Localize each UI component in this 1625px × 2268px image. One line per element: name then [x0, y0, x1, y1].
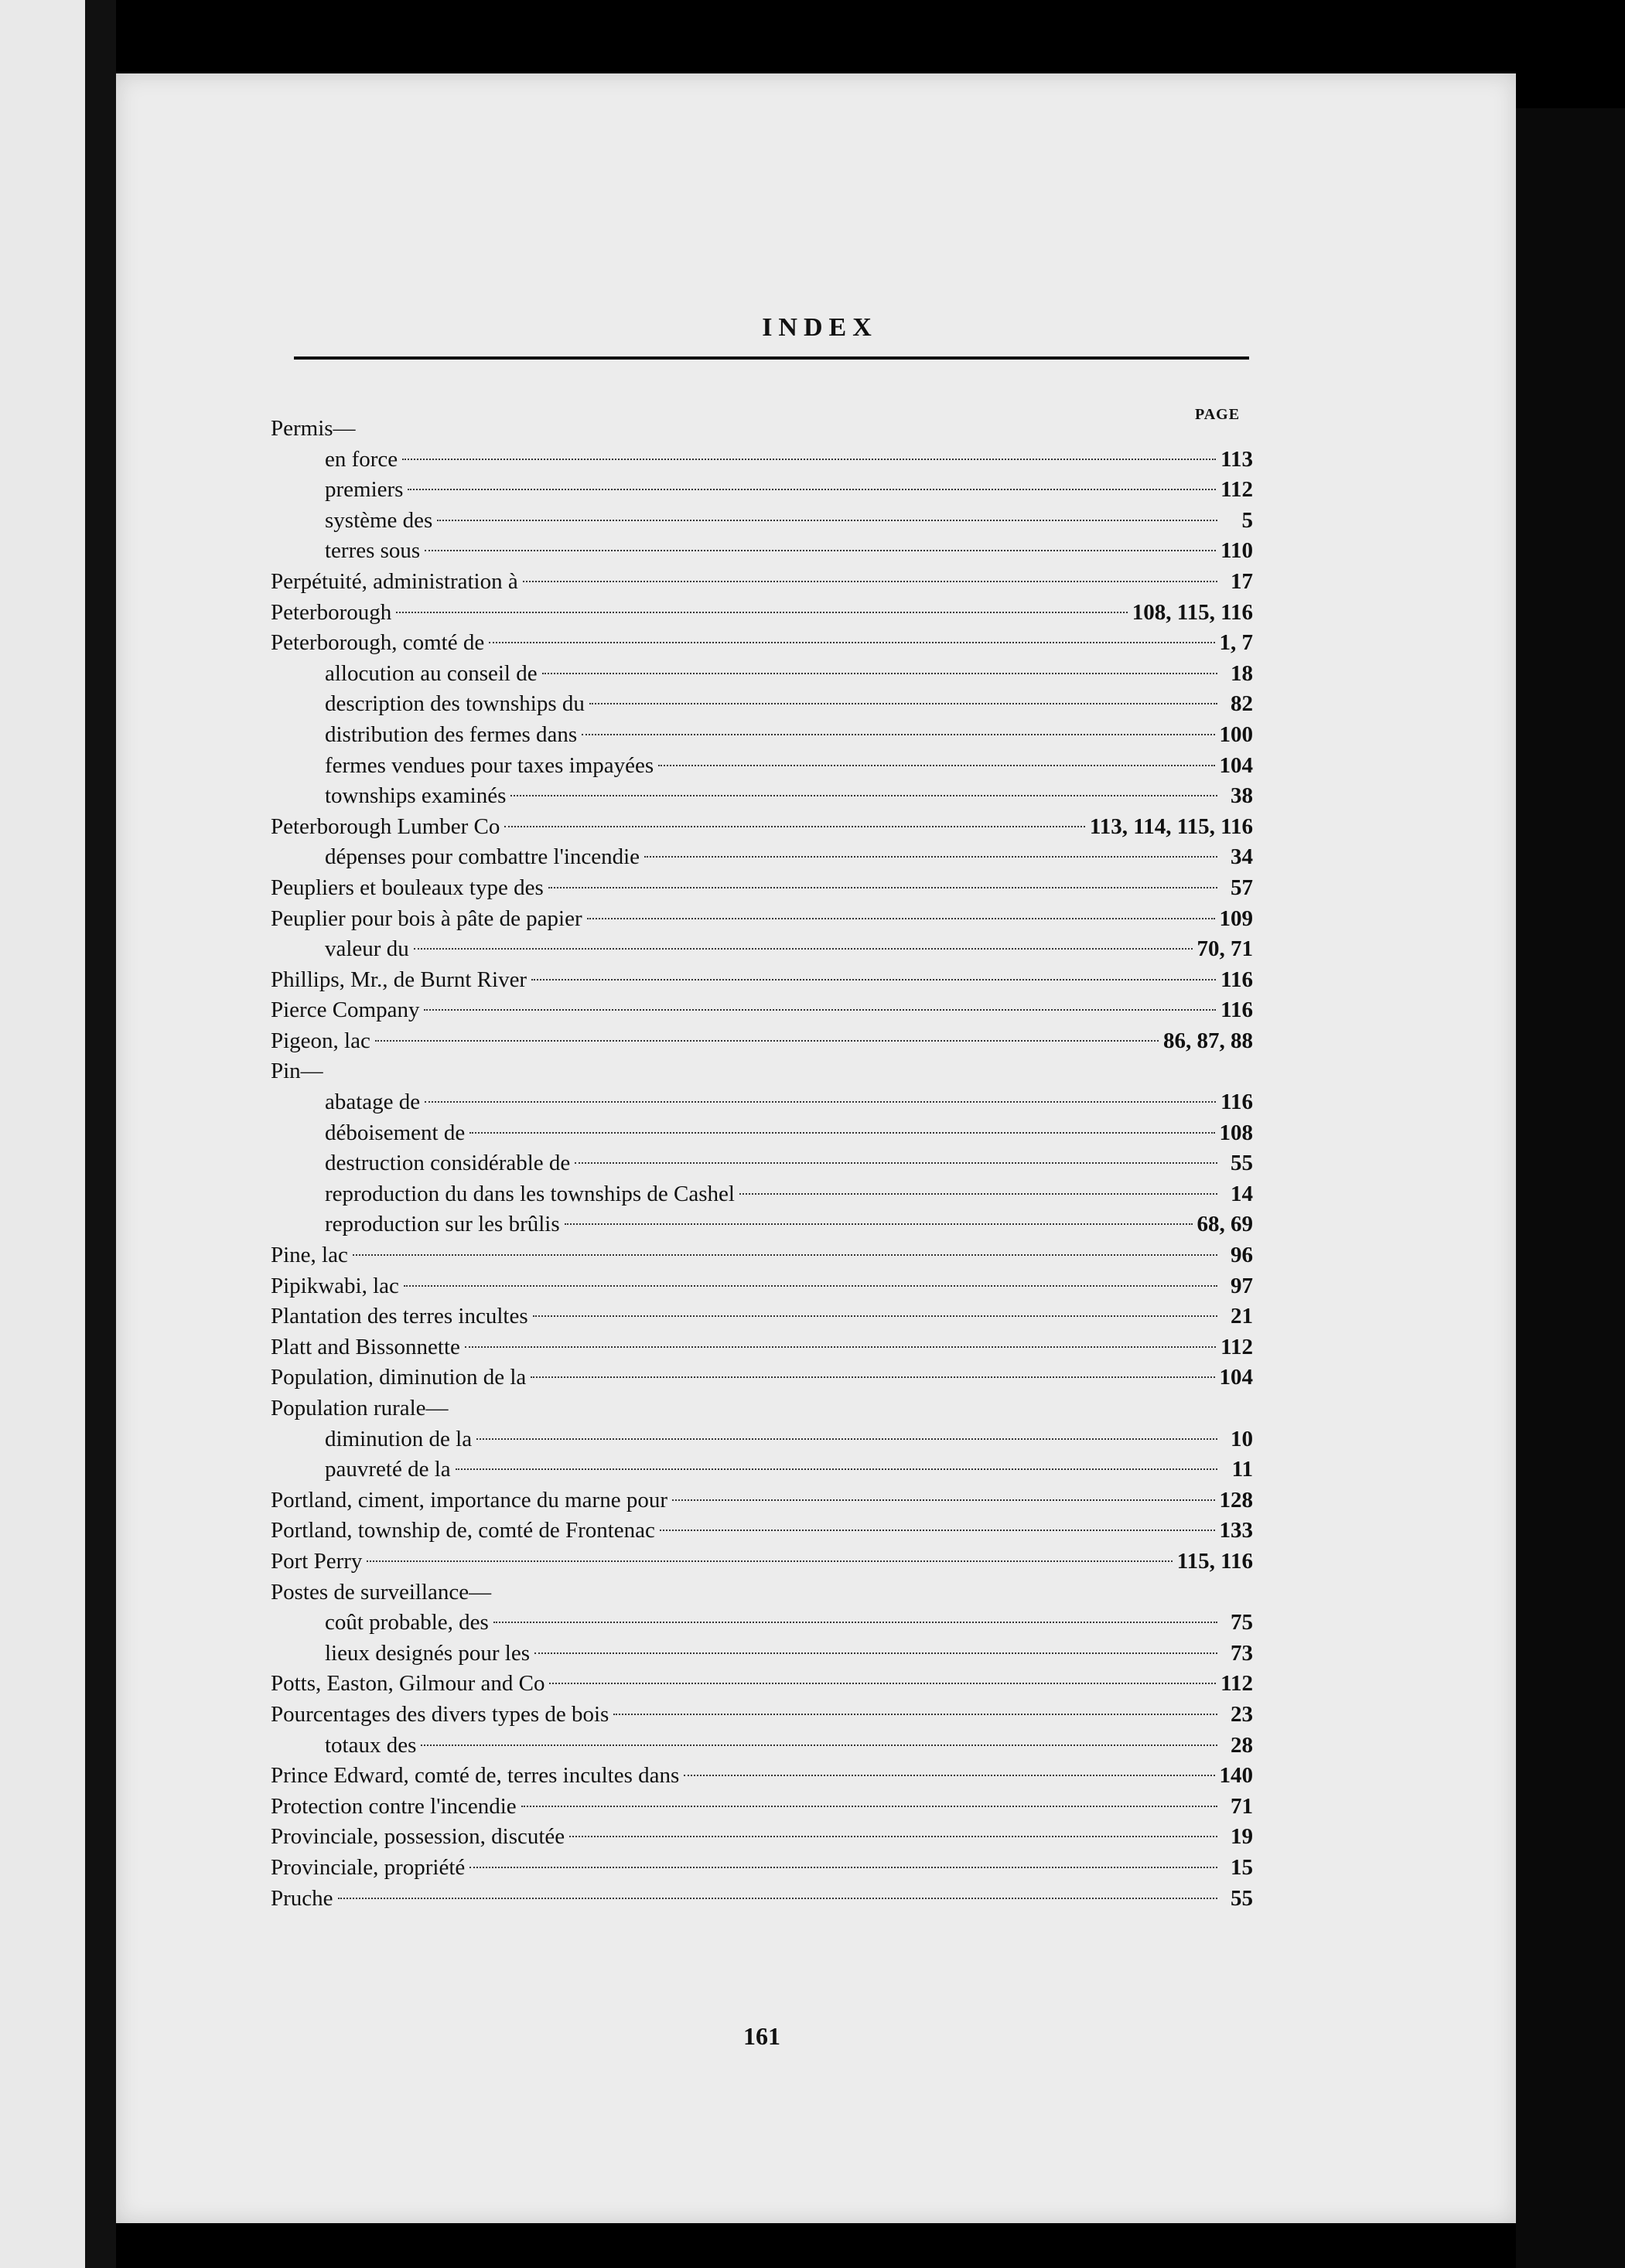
entry-pages: 104	[1219, 752, 1253, 778]
dot-leader	[658, 765, 1214, 766]
index-entry	[271, 965, 1253, 996]
dot-leader	[375, 1040, 1159, 1042]
entry-pages: 116	[1220, 1090, 1253, 1115]
entry-pages: 55	[1231, 1151, 1253, 1176]
dot-leader	[565, 1223, 1193, 1225]
index-entry	[271, 1761, 1253, 1792]
dot-leader	[404, 1285, 1217, 1287]
entry-label: fermes vendues pour taxes impayées	[325, 752, 654, 778]
scan-background-right	[1516, 108, 1625, 2268]
dot-leader	[569, 1836, 1217, 1837]
dot-leader	[338, 1898, 1217, 1899]
dot-leader	[414, 948, 1193, 950]
entry-label: Pipikwabi, lac	[271, 1273, 399, 1298]
entry-label: Peuplier pour bois à pâte de papier	[271, 905, 582, 931]
index-subentry	[271, 475, 1253, 506]
entry-label: Platt and Bissonnette	[271, 1334, 460, 1359]
dot-leader	[739, 1193, 1217, 1195]
entry-label: Pine, lac	[271, 1243, 348, 1268]
entry-label: Provinciale, possession, discutée	[271, 1824, 565, 1850]
index-entry	[271, 1240, 1253, 1271]
entry-label: Peterborough	[271, 599, 392, 625]
entry-label: Peupliers et bouleaux type des	[271, 875, 544, 900]
page-number: 161	[743, 2022, 780, 2050]
entry-label: terres sous	[325, 538, 421, 564]
dot-leader	[367, 1560, 1172, 1562]
entry-label: pauvreté de la	[325, 1457, 451, 1482]
entry-pages: 70, 71	[1197, 936, 1253, 962]
entry-pages: 110	[1220, 538, 1253, 564]
entry-pages: 100	[1219, 721, 1253, 747]
index-entry	[271, 995, 1253, 1026]
entry-pages: 108	[1219, 1120, 1253, 1145]
page-title: INDEX	[762, 313, 878, 342]
entry-label: Pin—	[271, 1059, 323, 1084]
entry-pages: 17	[1231, 568, 1253, 594]
entry-label: reproduction sur les brûlis	[325, 1212, 560, 1237]
entry-pages: 97	[1231, 1273, 1253, 1298]
entry-pages: 23	[1231, 1701, 1253, 1727]
entry-label: dépenses pour combattre l'incendie	[325, 844, 640, 870]
entry-pages: 14	[1231, 1181, 1253, 1206]
entry-pages: 68, 69	[1197, 1212, 1253, 1237]
entry-pages: 10	[1231, 1426, 1253, 1451]
dot-leader	[489, 642, 1214, 643]
dot-leader	[587, 918, 1215, 919]
dot-leader	[523, 581, 1217, 582]
entry-label: Provinciale, propriété	[271, 1854, 466, 1880]
entry-label: diminution de la	[325, 1426, 473, 1451]
dot-leader	[589, 703, 1217, 704]
entry-label: allocution au conseil de	[325, 660, 538, 686]
entry-pages: 34	[1231, 844, 1253, 870]
entry-label: Peterborough, comté de	[271, 630, 485, 656]
entry-pages: 116	[1220, 967, 1253, 992]
index-entry	[271, 598, 1253, 629]
entry-label: Phillips, Mr., de Burnt River	[271, 967, 527, 992]
entry-pages: 15	[1231, 1854, 1253, 1880]
dot-leader	[660, 1530, 1215, 1531]
dot-leader	[353, 1254, 1217, 1256]
index-entry	[271, 1056, 1253, 1087]
dot-leader	[548, 887, 1217, 888]
dot-leader	[613, 1714, 1217, 1715]
index-page	[116, 73, 1516, 2223]
index-subentry	[271, 1424, 1253, 1455]
index-subentry	[271, 1087, 1253, 1118]
entry-pages: 96	[1231, 1243, 1253, 1268]
entry-pages: 86, 87, 88	[1163, 1028, 1253, 1053]
dot-leader	[396, 612, 1127, 613]
index-entry	[271, 414, 1253, 445]
index-entry	[271, 1516, 1253, 1547]
entry-pages: 115, 116	[1176, 1548, 1253, 1574]
dot-leader	[493, 1622, 1217, 1623]
index-subentry	[271, 781, 1253, 812]
entry-pages: 116	[1220, 998, 1253, 1023]
entry-pages: 140	[1219, 1763, 1253, 1789]
entry-label: Pourcentages des divers types de bois	[271, 1701, 609, 1727]
entry-pages: 113	[1220, 446, 1253, 472]
dot-leader	[644, 856, 1217, 858]
dot-leader	[582, 734, 1214, 735]
entry-pages: 73	[1231, 1640, 1253, 1666]
index-entry	[271, 1393, 1253, 1424]
page-column-label: PAGE	[1195, 406, 1241, 423]
entry-label: Pigeon, lac	[271, 1028, 370, 1053]
index-entry	[271, 904, 1253, 935]
entry-pages: 113, 114, 115, 116	[1089, 813, 1253, 839]
index-subentry	[271, 1455, 1253, 1485]
dot-leader	[469, 1132, 1214, 1134]
entry-label: Permis—	[271, 416, 356, 441]
dot-leader	[672, 1499, 1215, 1501]
index-subentry	[271, 720, 1253, 751]
index-entry	[271, 1884, 1253, 1915]
dot-leader	[549, 1683, 1216, 1684]
index-entry	[271, 1669, 1253, 1700]
index-subentry	[271, 1608, 1253, 1639]
dot-leader	[504, 826, 1085, 827]
entry-pages: 82	[1231, 691, 1253, 717]
entry-label: Perpétuité, administration à	[271, 568, 518, 594]
book-spine-shadow	[85, 0, 116, 2268]
entry-label: Population rurale—	[271, 1396, 449, 1420]
entry-label: déboisement de	[325, 1120, 466, 1145]
index-subentry	[271, 751, 1253, 782]
index-entry	[271, 873, 1253, 904]
dot-leader	[402, 459, 1216, 460]
index-entry	[271, 1363, 1253, 1393]
dot-leader	[408, 489, 1216, 490]
entry-label: destruction considérable de	[325, 1151, 571, 1176]
index-entry	[271, 1485, 1253, 1516]
entry-pages: 71	[1231, 1793, 1253, 1819]
entry-label: Population, diminution de la	[271, 1365, 527, 1390]
index-entries	[271, 414, 1253, 1914]
entry-label: Postes de surveillance—	[271, 1579, 492, 1605]
entry-label: description des townships du	[325, 691, 585, 717]
index-entry	[271, 1577, 1253, 1608]
entry-label: Pruche	[271, 1885, 333, 1911]
entry-pages: 18	[1231, 660, 1253, 686]
entry-pages: 112	[1220, 477, 1253, 503]
entry-label: distribution des fermes dans	[325, 721, 578, 747]
entry-pages: 108, 115, 116	[1132, 599, 1253, 625]
index-subentry	[271, 842, 1253, 873]
entry-pages: 57	[1231, 875, 1253, 900]
index-entry	[271, 628, 1253, 659]
entry-label: Portland, township de, comté de Frontenac	[271, 1518, 655, 1543]
dot-leader	[531, 1376, 1214, 1378]
dot-leader	[534, 1652, 1217, 1654]
index-subentry	[271, 659, 1253, 690]
entry-label: coût probable, des	[325, 1610, 489, 1635]
entry-pages: 28	[1231, 1732, 1253, 1758]
entry-pages: 19	[1231, 1824, 1253, 1850]
entry-pages: 109	[1219, 905, 1253, 931]
dot-leader	[465, 1346, 1216, 1348]
entry-label: totaux des	[325, 1732, 417, 1758]
dot-leader	[469, 1867, 1217, 1868]
index-subentry	[271, 1179, 1253, 1210]
entry-label: premiers	[325, 477, 404, 503]
entry-label: townships examinés	[325, 783, 507, 809]
index-subentry	[271, 689, 1253, 720]
index-subentry	[271, 1731, 1253, 1762]
entry-label: Pierce Company	[271, 998, 420, 1023]
dot-leader	[510, 795, 1217, 796]
entry-label: en force	[325, 446, 398, 472]
dot-leader	[476, 1438, 1217, 1440]
dot-leader	[531, 979, 1216, 981]
index-entry	[271, 1700, 1253, 1731]
dot-leader	[533, 1315, 1217, 1317]
entry-pages: 133	[1219, 1518, 1253, 1543]
entry-label: Plantation des terres incultes	[271, 1304, 528, 1329]
index-entry	[271, 1026, 1253, 1057]
entry-label: Potts, Easton, Gilmour and Co	[271, 1671, 545, 1697]
dot-leader	[437, 520, 1217, 521]
entry-label: Portland, ciment, importance du marne pour	[271, 1487, 667, 1513]
entry-pages: 21	[1231, 1304, 1253, 1329]
index-entry	[271, 1332, 1253, 1363]
entry-pages: 112	[1220, 1671, 1253, 1697]
entry-label: reproduction du dans les townships de Cashel	[325, 1181, 735, 1206]
dot-leader	[421, 1744, 1217, 1746]
index-subentry	[271, 934, 1253, 965]
index-entry	[271, 1853, 1253, 1884]
entry-label: Peterborough Lumber Co	[271, 813, 500, 839]
entry-label: Prince Edward, comté de, terres incultes dans	[271, 1763, 680, 1789]
index-entry	[271, 1547, 1253, 1577]
entry-label: lieux designés pour les	[325, 1640, 530, 1666]
index-subentry	[271, 1209, 1253, 1240]
entry-label: valeur du	[325, 936, 409, 962]
entry-pages: 55	[1231, 1885, 1253, 1911]
entry-pages: 112	[1220, 1334, 1253, 1359]
dot-leader	[425, 550, 1216, 551]
entry-pages: 11	[1231, 1457, 1253, 1482]
dot-leader	[542, 673, 1217, 674]
title-rule	[294, 356, 1249, 360]
entry-label: Protection contre l'incendie	[271, 1793, 517, 1819]
entry-pages: 1, 7	[1219, 630, 1253, 656]
entry-label: abatage de	[325, 1090, 421, 1115]
index-subentry	[271, 536, 1253, 567]
index-entry	[271, 812, 1253, 843]
index-entry	[271, 1301, 1253, 1332]
dot-leader	[424, 1009, 1216, 1011]
index-subentry	[271, 1148, 1253, 1179]
index-entry	[271, 1271, 1253, 1302]
entry-pages: 38	[1231, 783, 1253, 809]
dot-leader	[575, 1162, 1217, 1164]
index-entry	[271, 1822, 1253, 1853]
entry-pages: 5	[1241, 507, 1253, 533]
entry-label: système des	[325, 507, 433, 533]
index-entry	[271, 1792, 1253, 1823]
dot-leader	[425, 1101, 1216, 1103]
dot-leader	[684, 1775, 1214, 1776]
index-subentry	[271, 1639, 1253, 1669]
entry-pages: 75	[1231, 1610, 1253, 1635]
index-subentry	[271, 445, 1253, 476]
adjacent-page-edge	[0, 0, 85, 2268]
entry-pages: 128	[1219, 1487, 1253, 1513]
entry-label: Port Perry	[271, 1548, 363, 1574]
entry-pages: 104	[1219, 1365, 1253, 1390]
dot-leader	[456, 1468, 1217, 1470]
index-subentry	[271, 1118, 1253, 1149]
dot-leader	[521, 1806, 1217, 1807]
index-subentry	[271, 506, 1253, 537]
index-entry	[271, 567, 1253, 598]
